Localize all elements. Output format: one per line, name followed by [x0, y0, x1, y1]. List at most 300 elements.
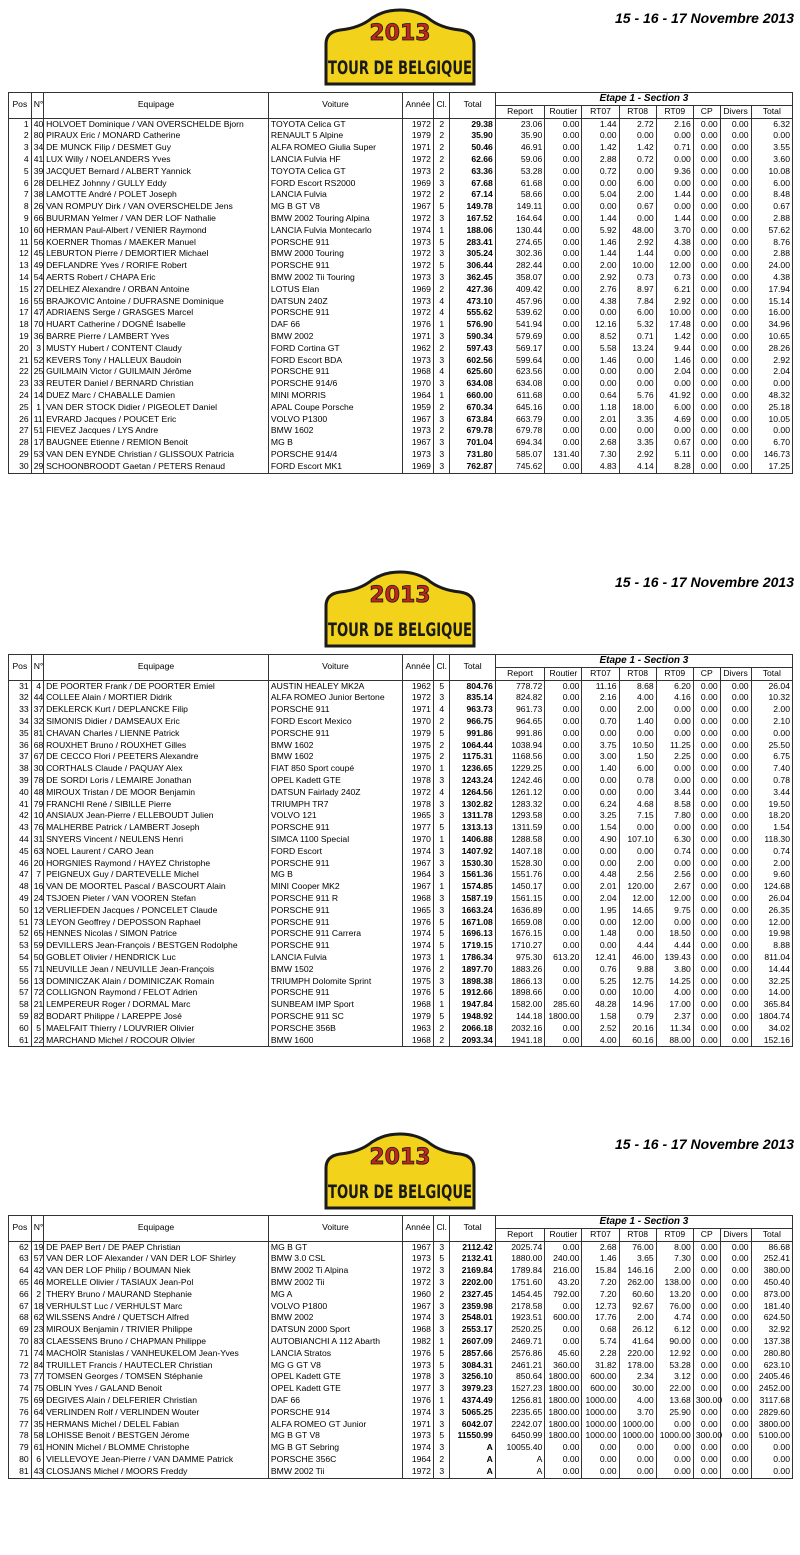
cell-crew: JACQUET Bernard / ALBERT Yannick: [44, 166, 269, 178]
cell-cp: 0.00: [693, 343, 720, 355]
column-header-rt08: RT08: [619, 105, 656, 118]
cell-total: 3084.31: [450, 1360, 495, 1372]
cell-class: 1: [433, 390, 450, 402]
cell-report: 274.65: [495, 237, 545, 249]
cell-total: 1897.70: [450, 964, 495, 976]
cell-rt08: 0.00: [619, 1454, 656, 1466]
cell-car: MG B: [268, 869, 402, 881]
event-date: 15 - 16 - 17 Novembre 2013: [615, 1136, 794, 1152]
table-row: [9, 213, 793, 225]
cell-rt09: 17.00: [656, 999, 693, 1011]
cell-total: A: [450, 1466, 495, 1478]
cell-rt08: 0.00: [619, 846, 656, 858]
cell-car: FORD Escort MK1: [268, 461, 402, 473]
cell-class: 5: [433, 822, 450, 834]
logo-plaque-icon: [320, 10, 480, 86]
cell-year: 1975: [403, 740, 434, 752]
cell-pos: 73: [9, 1371, 32, 1383]
cell-crew: MACHOÏR Stanislas / VANHEUKELOM Jean-Yves: [44, 1348, 269, 1360]
cell-pos: 60: [9, 1023, 32, 1035]
cell-rt07: 1.44: [582, 213, 619, 225]
tour-logo: [320, 10, 480, 86]
cell-crew: VERHULST Luc / VERHULST Marc: [44, 1301, 269, 1313]
cell-report: 61.68: [495, 178, 545, 190]
cell-report: 358.07: [495, 272, 545, 284]
table-row: [9, 437, 793, 449]
cell-rt09: 9.36: [656, 166, 693, 178]
cell-rt09: 1000.00: [656, 1430, 693, 1442]
cell-section-total: 86.68: [751, 1241, 792, 1253]
cell-routier: 0.00: [545, 343, 582, 355]
cell-crew: SNYERS Vincent / NEULENS Henri: [44, 834, 269, 846]
cell-crew: CORTHALS Claude / PAQUAY Alex: [44, 763, 269, 775]
column-header-report: Report: [495, 667, 545, 680]
cell-class: 5: [433, 928, 450, 940]
cell-num: 56: [31, 237, 43, 249]
cell-rt08: 2.00: [619, 1312, 656, 1324]
cell-cp: 0.00: [693, 402, 720, 414]
cell-total: 427.36: [450, 284, 495, 296]
cell-section-total: 8.88: [751, 940, 792, 952]
cell-pos: 2: [9, 130, 32, 142]
cell-total: 1175.31: [450, 751, 495, 763]
table-row: [9, 355, 793, 367]
cell-pos: 9: [9, 213, 32, 225]
table-row: [9, 964, 793, 976]
results-table: [8, 654, 793, 1047]
cell-cp: 0.00: [693, 810, 720, 822]
cell-rt07: 0.00: [582, 201, 619, 213]
cell-section-total: 2452.00: [751, 1383, 792, 1395]
table-row: [9, 787, 793, 799]
cell-rt07: 7.20: [582, 1277, 619, 1289]
cell-report: 59.06: [495, 154, 545, 166]
table-row: [9, 846, 793, 858]
cell-section-total: 6.32: [751, 118, 792, 130]
cell-report: 1283.32: [495, 799, 545, 811]
cell-rt07: 4.83: [582, 461, 619, 473]
cell-total: 625.60: [450, 366, 495, 378]
cell-num: 43: [31, 1466, 43, 1478]
column-header-cp: CP: [693, 1228, 720, 1241]
table-row: [9, 810, 793, 822]
cell-report: 1898.66: [495, 987, 545, 999]
cell-num: 49: [31, 260, 43, 272]
cell-class: 3: [433, 1312, 450, 1324]
cell-rt09: 4.74: [656, 1312, 693, 1324]
cell-rt09: 0.00: [656, 858, 693, 870]
cell-divers: 0.00: [720, 366, 751, 378]
cell-section-total: 146.73: [751, 449, 792, 461]
cell-rt08: 92.67: [619, 1301, 656, 1313]
cell-rt07: 4.48: [582, 869, 619, 881]
cell-routier: 0.00: [545, 869, 582, 881]
cell-report: 2235.65: [495, 1407, 545, 1419]
cell-routier: 0.00: [545, 775, 582, 787]
table-row: [9, 1035, 793, 1047]
cell-divers: 0.00: [720, 118, 751, 130]
cell-rt07: 2.92: [582, 272, 619, 284]
cell-year: 1972: [403, 1277, 434, 1289]
table-row: [9, 154, 793, 166]
cell-pos: 80: [9, 1454, 32, 1466]
cell-routier: 0.00: [545, 751, 582, 763]
cell-cp: 0.00: [693, 331, 720, 343]
cell-routier: 1800.00: [545, 1407, 582, 1419]
cell-total: 1898.38: [450, 976, 495, 988]
cell-section-total: 48.32: [751, 390, 792, 402]
cell-total: 283.41: [450, 237, 495, 249]
cell-rt07: 1.44: [582, 248, 619, 260]
cell-car: PORSCHE 911 SC: [268, 1011, 402, 1023]
table-row: [9, 201, 793, 213]
cell-rt07: 0.72: [582, 166, 619, 178]
cell-class: 2: [433, 189, 450, 201]
cell-class: 2: [433, 1289, 450, 1301]
table-row: [9, 248, 793, 260]
cell-rt07: 1.58: [582, 1011, 619, 1023]
cell-car: PORSCHE 911: [268, 905, 402, 917]
cell-divers: 0.00: [720, 130, 751, 142]
cell-rt07: 0.00: [582, 787, 619, 799]
cell-year: 1969: [403, 461, 434, 473]
cell-section-total: 6.00: [751, 178, 792, 190]
cell-year: 1976: [403, 319, 434, 331]
column-header-cp: CP: [693, 667, 720, 680]
cell-pos: 25: [9, 402, 32, 414]
cell-pos: 14: [9, 272, 32, 284]
cell-rt07: 0.00: [582, 178, 619, 190]
table-row: [9, 799, 793, 811]
cell-crew: DEFLANDRE Yves / RORIFE Robert: [44, 260, 269, 272]
cell-pos: 57: [9, 987, 32, 999]
cell-rt07: 12.41: [582, 952, 619, 964]
cell-car: ALFA ROMEO GT Junior: [268, 1419, 402, 1431]
cell-pos: 39: [9, 775, 32, 787]
column-header-routier: Routier: [545, 1228, 582, 1241]
cell-divers: 0.00: [720, 1466, 751, 1478]
cell-car: PORSCHE 911: [268, 366, 402, 378]
results-table: [8, 1215, 793, 1479]
cell-class: 5: [433, 728, 450, 740]
table-row: [9, 905, 793, 917]
cell-divers: 0.00: [720, 414, 751, 426]
cell-pos: 76: [9, 1407, 32, 1419]
cell-divers: 0.00: [720, 964, 751, 976]
cell-total: 2093.34: [450, 1035, 495, 1047]
cell-class: 4: [433, 296, 450, 308]
cell-cp: 0.00: [693, 425, 720, 437]
cell-rt07: 0.00: [582, 378, 619, 390]
cell-pos: 10: [9, 225, 32, 237]
cell-crew: BARRE Pierre / LAMBERT Yves: [44, 331, 269, 343]
cell-pos: 78: [9, 1430, 32, 1442]
cell-total: 2112.42: [450, 1241, 495, 1253]
table-row: [9, 775, 793, 787]
cell-total: 1406.88: [450, 834, 495, 846]
cell-car: BMW 2002 Tii: [268, 1466, 402, 1478]
cell-rt08: 0.71: [619, 331, 656, 343]
cell-divers: 0.00: [720, 999, 751, 1011]
cell-year: 1967: [403, 414, 434, 426]
cell-crew: COLLEE Alain / MORTIER Didrik: [44, 692, 269, 704]
cell-rt09: 13.20: [656, 1289, 693, 1301]
cell-rt09: 18.50: [656, 928, 693, 940]
cell-year: 1976: [403, 1348, 434, 1360]
cell-class: 2: [433, 425, 450, 437]
cell-total: 1530.30: [450, 858, 495, 870]
cell-divers: 0.00: [720, 940, 751, 952]
cell-pos: 15: [9, 284, 32, 296]
cell-total: 963.73: [450, 704, 495, 716]
cell-total: 2553.17: [450, 1324, 495, 1336]
cell-class: 3: [433, 213, 450, 225]
cell-num: 78: [31, 775, 43, 787]
cell-divers: 0.00: [720, 1419, 751, 1431]
cell-rt07: 1.48: [582, 928, 619, 940]
cell-pos: 31: [9, 680, 32, 692]
cell-total: 2359.98: [450, 1301, 495, 1313]
cell-cp: 0.00: [693, 296, 720, 308]
cell-section-total: 380.00: [751, 1265, 792, 1277]
cell-section-total: 3117.68: [751, 1395, 792, 1407]
cell-cp: 0.00: [693, 999, 720, 1011]
cell-report: 149.11: [495, 201, 545, 213]
cell-section-total: 124.68: [751, 881, 792, 893]
cell-num: 1: [31, 402, 43, 414]
cell-divers: 0.00: [720, 166, 751, 178]
cell-num: 38: [31, 189, 43, 201]
cell-num: 40: [31, 118, 43, 130]
cell-crew: MIROUX Tristan / DE MOOR Benjamin: [44, 787, 269, 799]
cell-rt07: 1.46: [582, 237, 619, 249]
cell-routier: 0.00: [545, 1241, 582, 1253]
cell-total: 673.84: [450, 414, 495, 426]
cell-cp: 0.00: [693, 716, 720, 728]
cell-year: 1968: [403, 999, 434, 1011]
cell-class: 4: [433, 787, 450, 799]
cell-num: 22: [31, 1035, 43, 1047]
cell-car: FORD Escort Mexico: [268, 716, 402, 728]
table-row: [9, 1301, 793, 1313]
cell-num: 79: [31, 799, 43, 811]
cell-total: 1243.24: [450, 775, 495, 787]
cell-section-total: 2829.60: [751, 1407, 792, 1419]
cell-crew: BRAJKOVIC Antoine / DUFRASNE Dominique: [44, 296, 269, 308]
cell-rt07: 0.00: [582, 940, 619, 952]
cell-rt09: 3.12: [656, 1371, 693, 1383]
cell-car: MINI Cooper MK2: [268, 881, 402, 893]
cell-cp: 0.00: [693, 1348, 720, 1360]
cell-cp: 0.00: [693, 154, 720, 166]
cell-rt09: 12.92: [656, 1348, 693, 1360]
cell-divers: 0.00: [720, 680, 751, 692]
cell-rt08: 1000.00: [619, 1430, 656, 1442]
column-header-cp: CP: [693, 105, 720, 118]
cell-section-total: 24.00: [751, 260, 792, 272]
cell-section-total: 365.84: [751, 999, 792, 1011]
cell-crew: DEVILLERS Jean-François / BESTGEN Rodolphe: [44, 940, 269, 952]
cell-crew: EVRARD Jacques / POUCET Eric: [44, 414, 269, 426]
cell-pos: 48: [9, 881, 32, 893]
cell-class: 3: [433, 1301, 450, 1313]
cell-rt09: 0.00: [656, 425, 693, 437]
cell-rt08: 3.35: [619, 414, 656, 426]
cell-class: 5: [433, 1430, 450, 1442]
cell-total: 1236.65: [450, 763, 495, 775]
cell-rt09: 2.16: [656, 118, 693, 130]
cell-section-total: 118.30: [751, 834, 792, 846]
cell-rt09: 3.44: [656, 787, 693, 799]
cell-report: 1582.00: [495, 999, 545, 1011]
cell-rt09: 2.92: [656, 296, 693, 308]
cell-report: 541.94: [495, 319, 545, 331]
cell-divers: 0.00: [720, 319, 751, 331]
cell-routier: 0.00: [545, 402, 582, 414]
cell-cp: 0.00: [693, 692, 720, 704]
cell-total: 804.76: [450, 680, 495, 692]
cell-divers: 0.00: [720, 692, 751, 704]
event-date: 15 - 16 - 17 Novembre 2013: [615, 574, 794, 590]
header-row: [9, 1216, 793, 1229]
cell-year: 1971: [403, 704, 434, 716]
cell-divers: 0.00: [720, 378, 751, 390]
cell-rt09: 90.00: [656, 1336, 693, 1348]
cell-total: 966.75: [450, 716, 495, 728]
cell-rt08: 2.92: [619, 449, 656, 461]
column-header-total: Total: [450, 93, 495, 119]
cell-divers: 0.00: [720, 449, 751, 461]
cell-rt08: 10.00: [619, 987, 656, 999]
cell-report: 611.68: [495, 390, 545, 402]
cell-total: 762.87: [450, 461, 495, 473]
cell-cp: 0.00: [693, 272, 720, 284]
cell-divers: 0.00: [720, 893, 751, 905]
cell-rt09: 3.70: [656, 225, 693, 237]
cell-car: VOLVO P1300: [268, 414, 402, 426]
cell-pos: 71: [9, 1348, 32, 1360]
cell-divers: 0.00: [720, 213, 751, 225]
cell-divers: 0.00: [720, 1265, 751, 1277]
cell-rt07: 2.01: [582, 881, 619, 893]
cell-class: 2: [433, 118, 450, 130]
cell-pos: 16: [9, 296, 32, 308]
cell-pos: 68: [9, 1312, 32, 1324]
cell-year: 1975: [403, 976, 434, 988]
cell-report: 2032.16: [495, 1023, 545, 1035]
cell-routier: 1800.00: [545, 1383, 582, 1395]
cell-crew: VAN DEN EYNDE Christian / GLISSOUX Patricia: [44, 449, 269, 461]
cell-crew: VAN DE MOORTEL Pascal / BASCOURT Alain: [44, 881, 269, 893]
cell-pos: 52: [9, 928, 32, 940]
cell-routier: 0.00: [545, 964, 582, 976]
cell-rt09: 8.28: [656, 461, 693, 473]
cell-class: 3: [433, 331, 450, 343]
cell-class: 3: [433, 414, 450, 426]
cell-divers: 0.00: [720, 1312, 751, 1324]
cell-rt07: 3.25: [582, 810, 619, 822]
cell-class: 2: [433, 343, 450, 355]
cell-report: 1866.13: [495, 976, 545, 988]
cell-total: 305.24: [450, 248, 495, 260]
cell-pos: 11: [9, 237, 32, 249]
cell-rt09: 0.67: [656, 437, 693, 449]
cell-rt08: 3.35: [619, 437, 656, 449]
cell-rt09: 2.04: [656, 366, 693, 378]
cell-divers: 0.00: [720, 331, 751, 343]
cell-car: BMW 2002 Tii Touring: [268, 272, 402, 284]
cell-report: 35.90: [495, 130, 545, 142]
cell-year: 1959: [403, 402, 434, 414]
cell-num: 42: [31, 1265, 43, 1277]
cell-total: 362.45: [450, 272, 495, 284]
cell-rt08: 7.15: [619, 810, 656, 822]
cell-routier: 0.00: [545, 355, 582, 367]
cell-rt08: 2.00: [619, 704, 656, 716]
cell-rt09: 6.00: [656, 402, 693, 414]
cell-routier: 0.00: [545, 881, 582, 893]
cell-class: 3: [433, 1277, 450, 1289]
cell-pos: 81: [9, 1466, 32, 1478]
cell-rt07: 6.24: [582, 799, 619, 811]
cell-routier: 0.00: [545, 704, 582, 716]
cell-year: 1962: [403, 680, 434, 692]
cell-num: 31: [31, 834, 43, 846]
table-row: [9, 1419, 793, 1431]
cell-routier: 0.00: [545, 822, 582, 834]
cell-rt09: 2.25: [656, 751, 693, 763]
cell-crew: HONIN Michel / BLOMME Christophe: [44, 1442, 269, 1454]
cell-class: 3: [433, 248, 450, 260]
cell-routier: 0.00: [545, 331, 582, 343]
cell-divers: 0.00: [720, 822, 751, 834]
table-row: [9, 1383, 793, 1395]
cell-rt08: 0.00: [619, 378, 656, 390]
cell-rt08: 0.73: [619, 272, 656, 284]
table-row: [9, 917, 793, 929]
cell-car: DATSUN 240Z: [268, 296, 402, 308]
cell-section-total: 34.96: [751, 319, 792, 331]
cell-rt07: 4.00: [582, 1035, 619, 1047]
cell-total: 1561.36: [450, 869, 495, 881]
cell-total: 2607.09: [450, 1336, 495, 1348]
cell-crew: WILSSENS André / QUETSCH Alfred: [44, 1312, 269, 1324]
cell-rt08: 60.60: [619, 1289, 656, 1301]
cell-report: 539.62: [495, 307, 545, 319]
cell-divers: 0.00: [720, 201, 751, 213]
cell-rt07: 7.30: [582, 449, 619, 461]
table-row: [9, 260, 793, 272]
cell-cp: 0.00: [693, 763, 720, 775]
cell-cp: 0.00: [693, 130, 720, 142]
cell-cp: 0.00: [693, 680, 720, 692]
cell-class: 2: [433, 402, 450, 414]
cell-rt07: 1.44: [582, 118, 619, 130]
cell-cp: 0.00: [693, 704, 720, 716]
cell-total: 188.06: [450, 225, 495, 237]
cell-divers: 0.00: [720, 976, 751, 988]
cell-report: 645.16: [495, 402, 545, 414]
cell-rt08: 26.12: [619, 1324, 656, 1336]
cell-cp: 0.00: [693, 1454, 720, 1466]
cell-total: 660.00: [450, 390, 495, 402]
cell-rt07: 0.70: [582, 716, 619, 728]
cell-cp: 0.00: [693, 1383, 720, 1395]
cell-section-total: 18.20: [751, 810, 792, 822]
table-row: [9, 1324, 793, 1336]
cell-rt08: 1.50: [619, 751, 656, 763]
cell-routier: 1800.00: [545, 1430, 582, 1442]
